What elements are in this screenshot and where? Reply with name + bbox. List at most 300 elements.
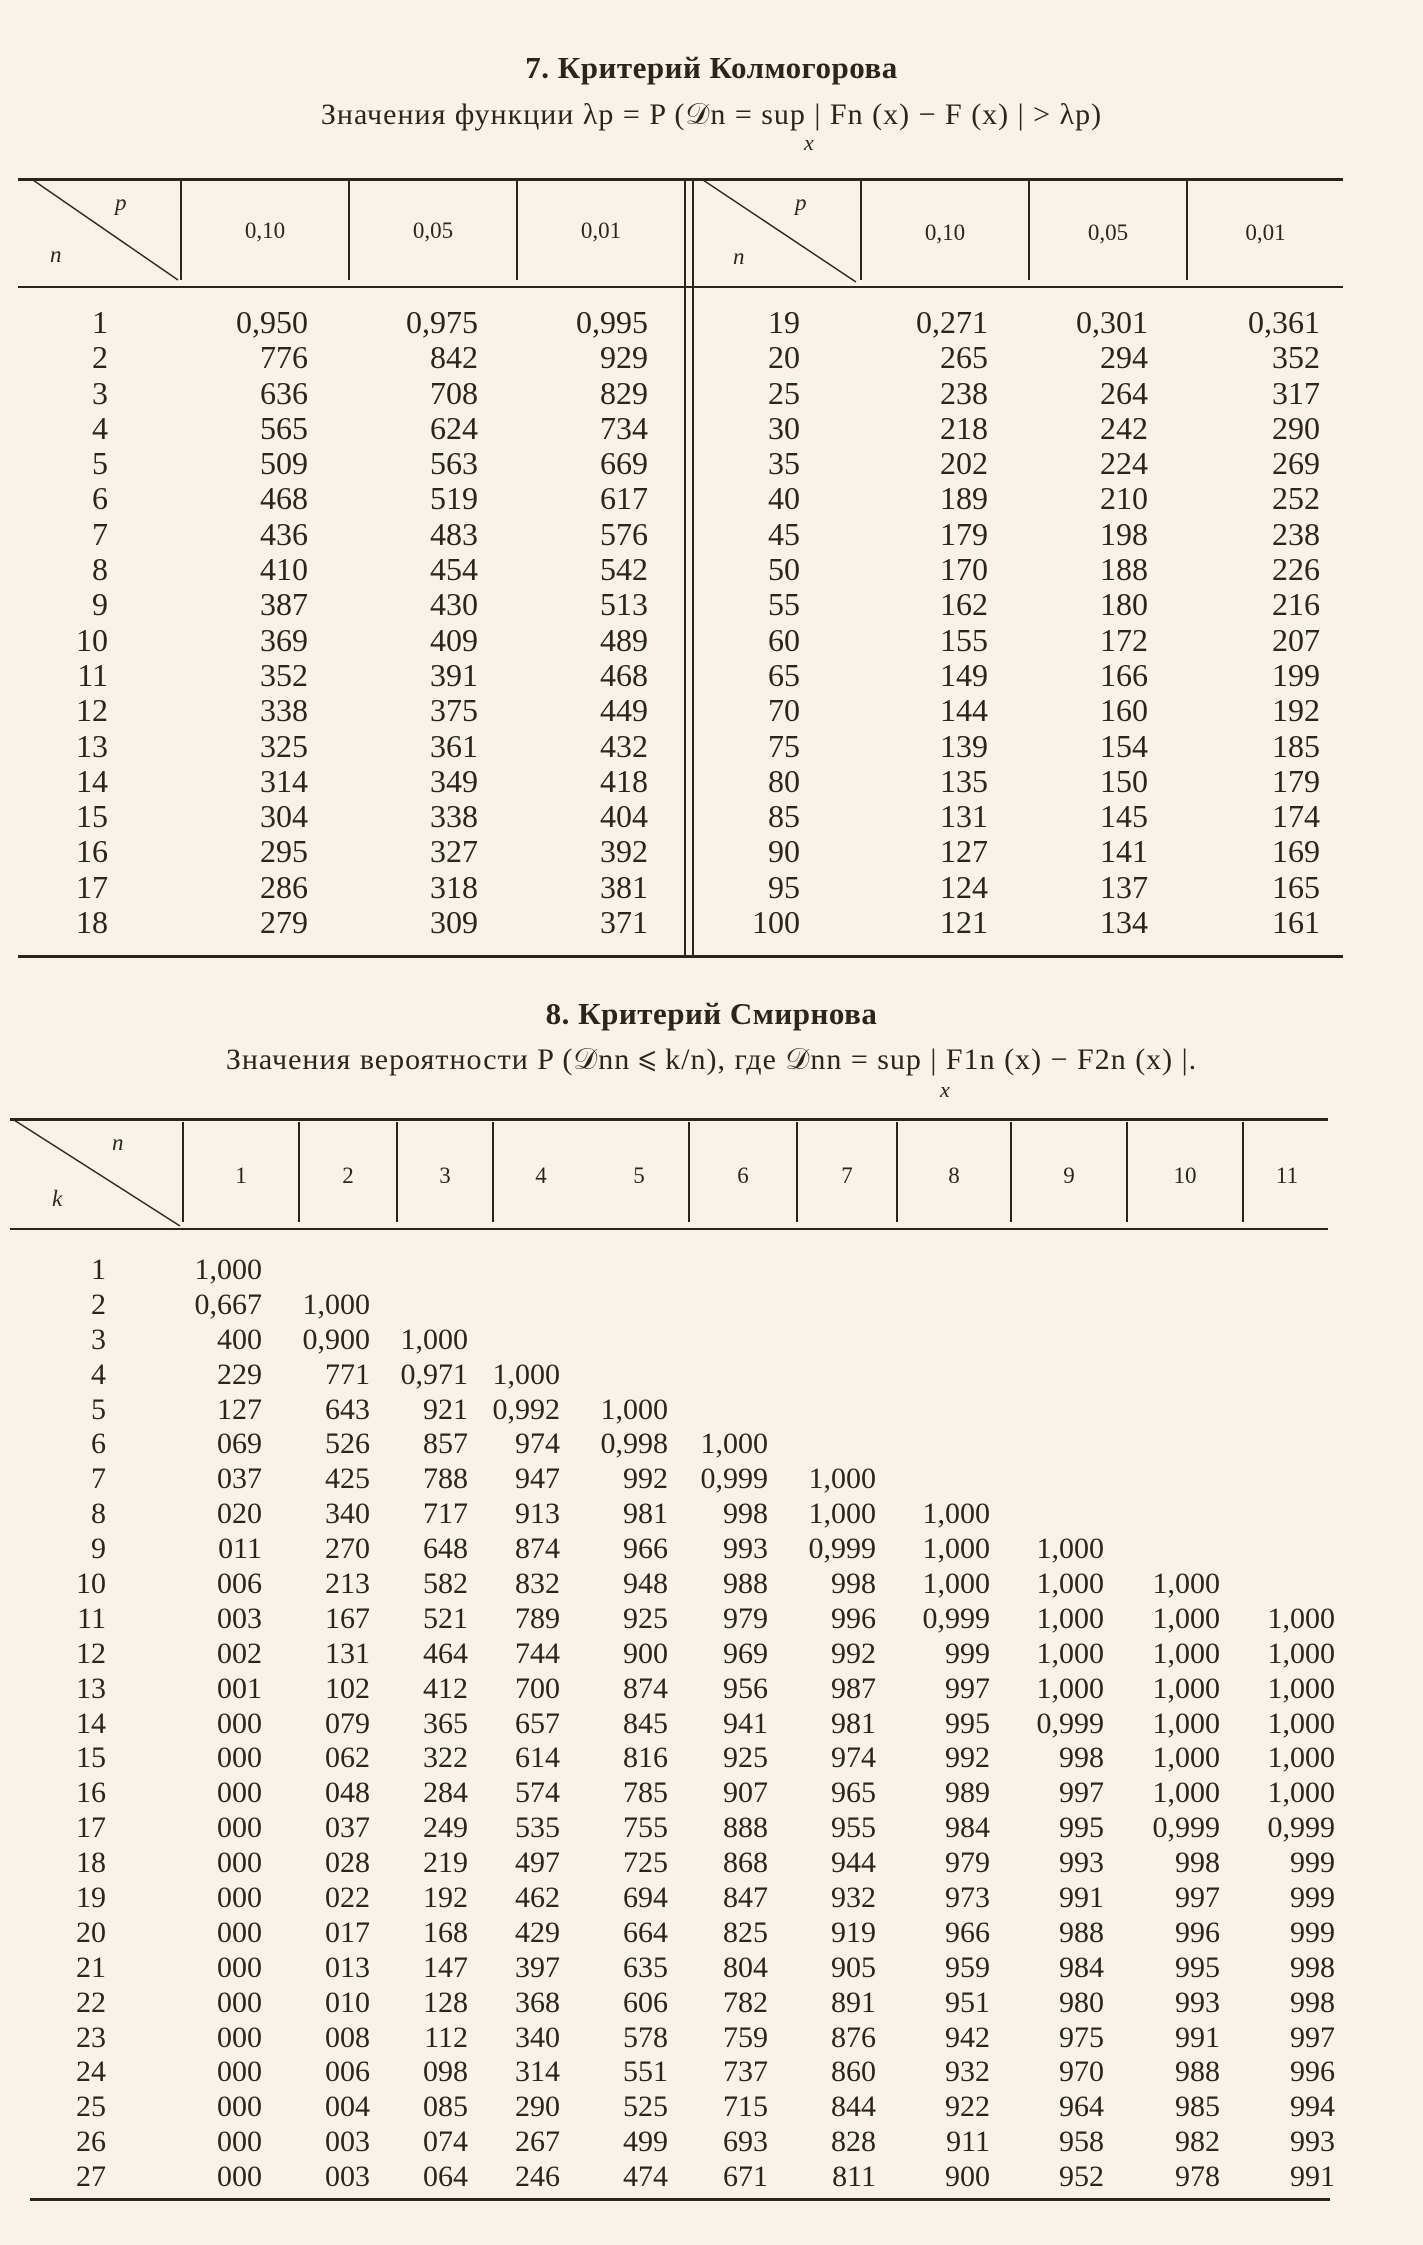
kolmogorov-divider-a <box>684 178 686 956</box>
smirnov-value-cell: 725 <box>623 1846 668 1880</box>
smirnov-value-cell: 0,992 <box>492 1392 560 1426</box>
smirnov-value-cell: 004 <box>325 2090 370 2124</box>
smirnov-value-cell: 013 <box>325 1950 370 1984</box>
smirnov-value-cell: 876 <box>831 2020 876 2054</box>
smirnov-k-cell: 26 <box>76 2125 106 2159</box>
smirnov-value-cell <box>1102 1462 1220 1497</box>
smirnov-header-n-cell: 2 <box>342 1163 354 1188</box>
kolmogorov-value-cell: 404 <box>600 798 648 835</box>
smirnov-value-cell: 981 <box>831 1706 876 1740</box>
smirnov-value-cell <box>1102 1497 1220 1532</box>
smirnov-value-cell <box>986 1462 1104 1497</box>
smirnov-value-cell: 993 <box>1175 1985 1220 2019</box>
kolmogorov-value-cell: 338 <box>430 798 478 835</box>
smirnov-value-cell <box>872 1427 990 1462</box>
kolmogorov-right-n-column <box>720 305 800 940</box>
smirnov-value-cell: 0,999 <box>1036 1706 1104 1740</box>
smirnov-value-cell: 919 <box>831 1915 876 1949</box>
smirnov-value-cell: 913 <box>515 1497 560 1531</box>
kolmogorov-value-cell: 669 <box>600 445 648 482</box>
kolmogorov-value-cell: 279 <box>260 904 308 941</box>
smirnov-value-cell: 574 <box>515 1776 560 1810</box>
kolmogorov-right-head-005: 0,05 <box>1087 220 1129 245</box>
kolmogorov-right-corner-diagonal <box>700 178 860 288</box>
smirnov-value-cell: 969 <box>723 1636 768 1670</box>
kolmogorov-value-cell: 449 <box>600 692 648 729</box>
smirnov-value-cell <box>650 1253 768 1288</box>
smirnov-value-cell: 079 <box>325 1706 370 1740</box>
smirnov-value-cell: 1,000 <box>922 1497 990 1531</box>
kolmogorov-left-head-010: 0,10 <box>244 218 286 243</box>
kolmogorov-value-cell: 154 <box>1100 727 1148 764</box>
kolmogorov-n-cell: 19 <box>768 304 800 340</box>
kolmogorov-value-cell: 829 <box>600 374 648 411</box>
smirnov-value-cell: 771 <box>325 1357 370 1391</box>
kolmogorov-value-cell: 375 <box>430 692 478 729</box>
kolmogorov-value-cell: 304 <box>260 798 308 835</box>
smirnov-header-n-cell: 11 <box>1275 1163 1299 1188</box>
smirnov-value-cell: 474 <box>623 2160 668 2194</box>
smirnov-value-cell: 0,999 <box>808 1532 876 1566</box>
smirnov-value-cell: 1,000 <box>492 1357 560 1391</box>
smirnov-value-cell: 857 <box>423 1427 468 1461</box>
kolmogorov-value-cell: 338 <box>260 692 308 729</box>
smirnov-value-cell: 000 <box>217 2160 262 2194</box>
smirnov-value-cell: 340 <box>325 1497 370 1531</box>
smirnov-value-cell: 284 <box>423 1776 468 1810</box>
smirnov-value-cell: 192 <box>423 1881 468 1915</box>
kolmogorov-n-cell: 55 <box>768 586 800 623</box>
smirnov-k-cell: 19 <box>76 1881 106 1915</box>
smirnov-sup-variable: x <box>940 1077 950 1102</box>
kolmogorov-divider-b <box>692 178 694 956</box>
smirnov-value-cell: 1,000 <box>1152 1636 1220 1670</box>
kolmogorov-value-cell: 286 <box>260 868 308 905</box>
kolmogorov-value-cell: 392 <box>600 833 648 870</box>
smirnov-value-cell: 997 <box>945 1671 990 1705</box>
smirnov-value-cell <box>650 1323 768 1358</box>
smirnov-value-cell: 998 <box>1059 1741 1104 1775</box>
kolmogorov-value-cell: 454 <box>430 551 478 588</box>
smirnov-value-cell: 1,000 <box>302 1287 370 1321</box>
kolmogorov-value-cell: 170 <box>940 551 988 588</box>
smirnov-value-cell: 844 <box>831 2090 876 2124</box>
smirnov-value-cell: 984 <box>945 1811 990 1845</box>
kolmogorov-value-cell: 264 <box>1100 374 1148 411</box>
kolmogorov-right-head-010: 0,10 <box>924 220 966 245</box>
smirnov-value-cell: 085 <box>423 2090 468 2124</box>
kolmogorov-value-cell: 179 <box>940 515 988 552</box>
kolmogorov-right-p001-column <box>1212 305 1320 940</box>
kolmogorov-n-cell: 60 <box>768 621 800 658</box>
smirnov-k-cell: 3 <box>91 1322 106 1356</box>
smirnov-value-cell: 578 <box>623 2020 668 2054</box>
kolmogorov-n-cell: 30 <box>768 409 800 446</box>
smirnov-value-cell: 1,000 <box>1152 1776 1220 1810</box>
smirnov-value-cell: 000 <box>217 1741 262 1775</box>
smirnov-value-cell <box>758 1393 876 1428</box>
smirnov-value-cell: 993 <box>723 1532 768 1566</box>
smirnov-value-cell: 744 <box>515 1636 560 1670</box>
smirnov-value-cell: 000 <box>217 1950 262 1984</box>
smirnov-value-cell: 167 <box>325 1601 370 1635</box>
smirnov-value-cell <box>1217 1497 1335 1532</box>
kolmogorov-value-cell: 188 <box>1100 551 1148 588</box>
smirnov-k-cell: 22 <box>76 1985 106 2019</box>
kolmogorov-value-cell: 391 <box>430 656 478 693</box>
kolmogorov-n-cell: 20 <box>768 339 800 376</box>
kolmogorov-value-cell: 216 <box>1272 586 1320 623</box>
smirnov-value-cell: 497 <box>515 1846 560 1880</box>
smirnov-value-cell <box>1217 1358 1335 1393</box>
kolmogorov-n-cell: 5 <box>92 445 108 482</box>
smirnov-value-cell: 994 <box>1290 2090 1335 2124</box>
kolmogorov-value-cell: 179 <box>1272 762 1320 799</box>
smirnov-value-cell: 010 <box>325 1985 370 2019</box>
smirnov-value-cell: 991 <box>1175 2020 1220 2054</box>
kolmogorov-value-cell: 0,995 <box>576 304 648 340</box>
kolmogorov-value-cell: 149 <box>940 656 988 693</box>
smirnov-value-cell: 995 <box>945 1706 990 1740</box>
smirnov-value-cell: 525 <box>623 2090 668 2124</box>
kolmogorov-right-n-label: n <box>733 244 745 269</box>
smirnov-value-cell: 964 <box>1059 2090 1104 2124</box>
smirnov-value-cell: 1,000 <box>194 1253 262 1286</box>
smirnov-value-cell <box>986 1393 1104 1428</box>
smirnov-value-cell: 000 <box>217 1706 262 1740</box>
smirnov-value-cell: 229 <box>217 1357 262 1391</box>
smirnov-value-cell: 1,000 <box>1267 1636 1335 1670</box>
smirnov-value-cell: 0,900 <box>302 1322 370 1356</box>
kolmogorov-value-cell: 369 <box>260 621 308 658</box>
smirnov-value-cell: 980 <box>1059 1985 1104 2019</box>
smirnov-value-cell: 921 <box>423 1392 468 1426</box>
smirnov-value-cell: 028 <box>325 1846 370 1880</box>
smirnov-value-cell: 219 <box>423 1846 468 1880</box>
kolmogorov-title: 7. Критерий Колмогорова <box>525 50 898 85</box>
smirnov-value-cell <box>1217 1427 1335 1462</box>
kolmogorov-value-cell: 192 <box>1272 692 1320 729</box>
smirnov-value-cell <box>1217 1393 1335 1428</box>
kolmogorov-value-cell: 842 <box>430 339 478 376</box>
kolmogorov-value-cell: 432 <box>600 727 648 764</box>
kolmogorov-value-cell: 134 <box>1100 904 1148 941</box>
kolmogorov-value-cell: 252 <box>1272 480 1320 517</box>
kolmogorov-n-cell: 1 <box>92 304 108 340</box>
kolmogorov-value-cell: 708 <box>430 374 478 411</box>
smirnov-value-cell: 996 <box>831 1601 876 1635</box>
kolmogorov-value-cell: 489 <box>600 621 648 658</box>
smirnov-value-cell: 1,000 <box>922 1532 990 1566</box>
kolmogorov-value-cell: 141 <box>1100 833 1148 870</box>
kolmogorov-value-cell: 371 <box>600 904 648 941</box>
kolmogorov-n-cell: 18 <box>76 904 108 941</box>
smirnov-value-cell <box>1217 1567 1335 1602</box>
smirnov-value-cell <box>872 1253 990 1288</box>
smirnov-value-cell: 992 <box>623 1462 668 1496</box>
kolmogorov-n-cell: 7 <box>92 515 108 552</box>
kolmogorov-value-cell: 224 <box>1100 445 1148 482</box>
smirnov-value-cell: 785 <box>623 1776 668 1810</box>
smirnov-value-cell <box>758 1288 876 1323</box>
smirnov-value-cell: 941 <box>723 1706 768 1740</box>
smirnov-value-cell: 1,000 <box>1267 1776 1335 1810</box>
smirnov-value-cell: 997 <box>1059 1776 1104 1810</box>
smirnov-value-cell: 925 <box>623 1601 668 1635</box>
smirnov-value-cell: 979 <box>945 1846 990 1880</box>
kolmogorov-value-cell: 636 <box>260 374 308 411</box>
smirnov-k-cell: 23 <box>76 2020 106 2054</box>
smirnov-value-cell: 614 <box>515 1741 560 1775</box>
smirnov-value-cell: 340 <box>515 2020 560 2054</box>
smirnov-value-cell: 982 <box>1175 2125 1220 2159</box>
smirnov-value-cell: 932 <box>831 1881 876 1915</box>
smirnov-value-cell: 246 <box>515 2160 560 2194</box>
smirnov-value-column <box>1102 1253 1220 2195</box>
smirnov-value-cell: 001 <box>217 1671 262 1705</box>
smirnov-value-cell: 657 <box>515 1706 560 1740</box>
kolmogorov-value-cell: 317 <box>1272 374 1320 411</box>
kolmogorov-n-cell: 90 <box>768 833 800 870</box>
kolmogorov-value-cell: 145 <box>1100 798 1148 835</box>
smirnov-value-cell: 996 <box>1175 1915 1220 1949</box>
kolmogorov-value-cell: 185 <box>1272 727 1320 764</box>
smirnov-value-cell: 003 <box>217 1601 262 1635</box>
smirnov-value-column <box>650 1253 768 2195</box>
smirnov-value-cell: 037 <box>217 1462 262 1496</box>
kolmogorov-left-corner-diagonal <box>30 178 180 288</box>
smirnov-value-cell: 948 <box>623 1567 668 1601</box>
kolmogorov-value-cell: 169 <box>1272 833 1320 870</box>
smirnov-k-cell: 16 <box>76 1776 106 1810</box>
smirnov-value-cell: 992 <box>831 1636 876 1670</box>
smirnov-value-cell: 965 <box>831 1776 876 1810</box>
kolmogorov-left-p001-column <box>540 305 648 940</box>
kolmogorov-value-cell: 468 <box>260 480 308 517</box>
smirnov-value-cell: 064 <box>423 2160 468 2194</box>
smirnov-value-cell: 127 <box>217 1392 262 1426</box>
smirnov-value-cell: 993 <box>1059 1846 1104 1880</box>
smirnov-value-cell: 008 <box>325 2020 370 2054</box>
smirnov-value-cell <box>650 1288 768 1323</box>
smirnov-value-cell: 991 <box>1059 1881 1104 1915</box>
smirnov-value-cell: 900 <box>623 1636 668 1670</box>
kolmogorov-n-cell: 70 <box>768 692 800 729</box>
kolmogorov-n-cell: 16 <box>76 833 108 870</box>
kolmogorov-value-cell: 139 <box>940 727 988 764</box>
smirnov-value-cell: 429 <box>515 1915 560 1949</box>
kolmogorov-value-cell: 172 <box>1100 621 1148 658</box>
kolmogorov-value-cell: 576 <box>600 515 648 552</box>
smirnov-header-n-cell: 7 <box>841 1163 853 1188</box>
smirnov-value-cell: 551 <box>623 2055 668 2089</box>
smirnov-value-cell: 521 <box>423 1601 468 1635</box>
smirnov-value-cell: 249 <box>423 1811 468 1845</box>
smirnov-value-cell: 874 <box>623 1671 668 1705</box>
smirnov-value-cell: 932 <box>945 2055 990 2089</box>
smirnov-value-cell <box>986 1497 1104 1532</box>
smirnov-value-cell: 000 <box>217 2020 262 2054</box>
smirnov-k-cell: 1 <box>91 1253 106 1286</box>
kolmogorov-n-cell: 80 <box>768 762 800 799</box>
kolmogorov-value-cell: 189 <box>940 480 988 517</box>
smirnov-value-cell: 000 <box>217 1985 262 2019</box>
kolmogorov-value-cell: 410 <box>260 551 308 588</box>
kolmogorov-value-cell: 269 <box>1272 445 1320 482</box>
kolmogorov-value-cell: 202 <box>940 445 988 482</box>
smirnov-value-cell: 0,667 <box>194 1287 262 1321</box>
smirnov-value-cell: 069 <box>217 1427 262 1461</box>
kolmogorov-value-cell: 0,271 <box>916 304 988 340</box>
smirnov-value-cell: 922 <box>945 2090 990 2124</box>
smirnov-value-cell <box>872 1393 990 1428</box>
kolmogorov-n-cell: 35 <box>768 445 800 482</box>
smirnov-header-n-cell: 5 <box>633 1163 645 1188</box>
kolmogorov-value-cell: 542 <box>600 551 648 588</box>
smirnov-value-cell: 006 <box>325 2055 370 2089</box>
smirnov-header-rule <box>10 1228 1328 1230</box>
smirnov-value-cell: 789 <box>515 1601 560 1635</box>
smirnov-k-cell: 5 <box>91 1392 106 1426</box>
smirnov-value-cell: 988 <box>723 1567 768 1601</box>
smirnov-k-cell: 6 <box>91 1427 106 1461</box>
smirnov-value-cell: 267 <box>515 2125 560 2159</box>
smirnov-value-cell: 845 <box>623 1706 668 1740</box>
smirnov-n-label: n <box>112 1130 124 1155</box>
smirnov-value-column <box>144 1253 262 2195</box>
kolmogorov-value-cell: 325 <box>260 727 308 764</box>
smirnov-value-cell: 999 <box>1290 1846 1335 1880</box>
smirnov-value-cell: 1,000 <box>1267 1601 1335 1635</box>
kolmogorov-top-rule <box>18 178 1343 181</box>
kolmogorov-value-cell: 0,361 <box>1248 304 1320 340</box>
smirnov-value-cell: 999 <box>1290 1881 1335 1915</box>
kolmogorov-left-p010-column <box>200 305 308 940</box>
kolmogorov-value-cell: 294 <box>1100 339 1148 376</box>
smirnov-value-cell: 868 <box>723 1846 768 1880</box>
smirnov-value-cell <box>986 1427 1104 1462</box>
kolmogorov-value-cell: 0,301 <box>1076 304 1148 340</box>
kolmogorov-value-cell: 352 <box>1272 339 1320 376</box>
smirnov-value-cell: 1,000 <box>1036 1671 1104 1705</box>
kolmogorov-value-cell: 166 <box>1100 656 1148 693</box>
smirnov-value-cell: 020 <box>217 1497 262 1531</box>
kolmogorov-n-cell: 65 <box>768 656 800 693</box>
smirnov-k-cell: 18 <box>76 1846 106 1880</box>
smirnov-k-cell: 4 <box>91 1357 106 1391</box>
smirnov-value-cell: 974 <box>515 1427 560 1461</box>
kolmogorov-n-cell: 2 <box>92 339 108 376</box>
kolmogorov-sup-variable: x <box>804 130 814 155</box>
smirnov-value-column <box>442 1253 560 2195</box>
kolmogorov-value-cell: 468 <box>600 656 648 693</box>
smirnov-value-cell <box>1102 1358 1220 1393</box>
smirnov-value-cell: 000 <box>217 1881 262 1915</box>
smirnov-value-cell: 907 <box>723 1776 768 1810</box>
kolmogorov-subtitle-formula: p = P (𝒟n = sup | Fn (x) − F (x) | > λp) <box>598 98 1103 131</box>
smirnov-value-cell: 981 <box>623 1497 668 1531</box>
kolmogorov-n-cell: 45 <box>768 515 800 552</box>
smirnov-value-cell: 290 <box>515 2090 560 2124</box>
smirnov-value-cell: 1,000 <box>1152 1567 1220 1601</box>
kolmogorov-value-cell: 519 <box>430 480 478 517</box>
smirnov-value-cell: 1,000 <box>1267 1741 1335 1775</box>
kolmogorov-value-cell: 144 <box>940 692 988 729</box>
smirnov-value-cell <box>758 1323 876 1358</box>
smirnov-value-cell: 951 <box>945 1985 990 2019</box>
smirnov-value-cell: 147 <box>423 1950 468 1984</box>
kolmogorov-left-head-001: 0,01 <box>580 218 622 243</box>
smirnov-value-cell: 037 <box>325 1811 370 1845</box>
smirnov-value-cell: 400 <box>217 1322 262 1356</box>
smirnov-value-cell: 048 <box>325 1776 370 1810</box>
smirnov-k-column <box>40 1253 106 2195</box>
smirnov-value-cell: 499 <box>623 2125 668 2159</box>
smirnov-value-cell: 995 <box>1059 1811 1104 1845</box>
smirnov-value-cell: 978 <box>1175 2160 1220 2194</box>
smirnov-value-cell: 000 <box>217 2125 262 2159</box>
smirnov-value-cell: 911 <box>946 2125 990 2159</box>
smirnov-k-cell: 25 <box>76 2090 106 2124</box>
smirnov-k-cell: 9 <box>91 1532 106 1566</box>
kolmogorov-value-cell: 563 <box>430 445 478 482</box>
smirnov-value-cell <box>442 1288 560 1323</box>
kolmogorov-header-rule <box>18 286 1343 288</box>
kolmogorov-value-cell: 418 <box>600 762 648 799</box>
kolmogorov-n-cell: 9 <box>92 586 108 623</box>
smirnov-value-cell: 737 <box>723 2055 768 2089</box>
smirnov-k-cell: 15 <box>76 1741 106 1775</box>
kolmogorov-value-cell: 238 <box>940 374 988 411</box>
kolmogorov-n-cell: 10 <box>76 621 108 658</box>
smirnov-value-cell: 966 <box>945 1915 990 1949</box>
smirnov-value-cell: 755 <box>623 1811 668 1845</box>
smirnov-value-cell: 1,000 <box>1152 1741 1220 1775</box>
kolmogorov-value-cell: 0,950 <box>236 304 308 340</box>
smirnov-value-cell <box>1102 1253 1220 1288</box>
kolmogorov-value-cell: 199 <box>1272 656 1320 693</box>
smirnov-value-cell: 996 <box>1290 2055 1335 2089</box>
smirnov-value-cell: 462 <box>515 1881 560 1915</box>
smirnov-value-cell: 412 <box>423 1671 468 1705</box>
smirnov-value-cell: 956 <box>723 1671 768 1705</box>
smirnov-corner-diagonal <box>14 1120 184 1230</box>
smirnov-value-cell: 1,000 <box>700 1427 768 1461</box>
smirnov-value-cell: 993 <box>1290 2125 1335 2159</box>
smirnov-value-cell: 017 <box>325 1915 370 1949</box>
kolmogorov-value-cell: 318 <box>430 868 478 905</box>
smirnov-value-cell: 128 <box>423 1985 468 2019</box>
kolmogorov-value-cell: 387 <box>260 586 308 623</box>
smirnov-value-cell: 694 <box>623 1881 668 1915</box>
smirnov-value-cell: 955 <box>831 1811 876 1845</box>
kolmogorov-n-cell: 25 <box>768 374 800 411</box>
smirnov-value-cell: 000 <box>217 1846 262 1880</box>
smirnov-value-cell: 664 <box>623 1915 668 1949</box>
kolmogorov-value-cell: 265 <box>940 339 988 376</box>
kolmogorov-subtitle <box>0 98 1423 132</box>
smirnov-value-cell: 098 <box>423 2055 468 2089</box>
smirnov-value-cell: 0,998 <box>600 1427 668 1461</box>
smirnov-value-cell: 947 <box>515 1462 560 1496</box>
smirnov-value-cell: 535 <box>515 1811 560 1845</box>
smirnov-value-cell: 671 <box>723 2160 768 2194</box>
smirnov-value-cell: 582 <box>423 1567 468 1601</box>
smirnov-value-cell: 1,000 <box>1152 1671 1220 1705</box>
smirnov-k-cell: 10 <box>76 1567 106 1601</box>
kolmogorov-n-cell: 100 <box>752 904 800 941</box>
smirnov-k-cell: 27 <box>76 2160 106 2194</box>
